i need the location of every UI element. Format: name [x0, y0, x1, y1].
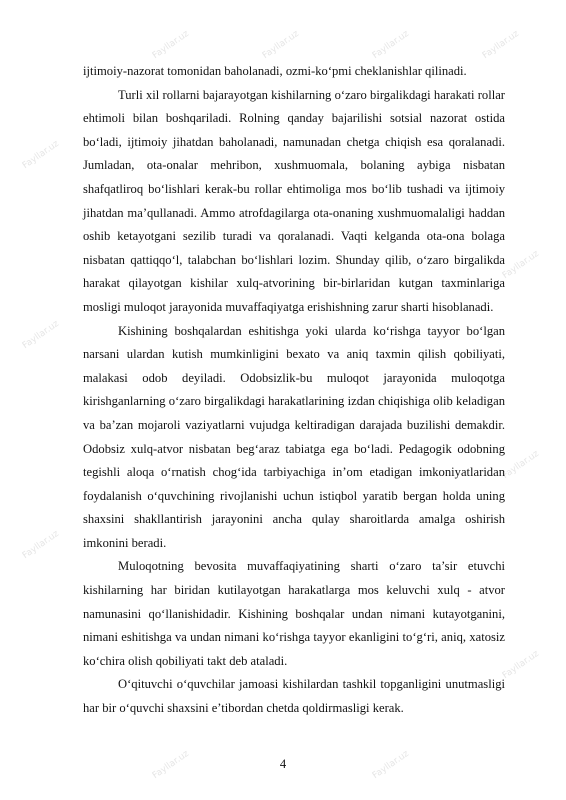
watermark: Fayllar.uz	[480, 28, 521, 62]
watermark: Fayllar.uz	[500, 248, 541, 282]
watermark: Fayllar.uz	[20, 318, 61, 352]
watermark: Fayllar.uz	[500, 648, 541, 682]
paragraph: ijtimoiy-nazorat tomonidan baholanadi, ozmi-ko‘pmi cheklanishlar qilinadi.	[83, 64, 467, 78]
page-number: 4	[279, 757, 287, 771]
watermark: Fayllar.uz	[500, 448, 541, 482]
paragraph: Turli xil rollarni bajarayotgan kishilarning o‘zaro birgalikdagi harakati rollar ehtimoli bilan boshqariladi. Rolning qanday bajarilishi sotsial nazorat ostida bo‘ladi, ijtimoiy jihatdan baholanadi, namunadan chetga chiqish esa qoralanadi. Jumladan, ota-onalar mehribon, xushmuomala, bolaning aybiga nisbatan shafqatliroq bo‘lishlari kerak-bu rollar ehtimoliga mos bo‘lib tushadi va ijtimoiy jihatdan ma’qullanadi. Ammo atrofdagilarga ota-onaning xushmuomalaligi haddan oshib ketayotgani sezilib turadi va qoralanadi. Vaqti kelganda ota-ona bolaga nisbatan qattiqqo‘l, talabchan bo‘lishlari lozim. Shunday qilib, o‘zaro birgalikda harakat qilayotgan kishilar xulq-atvorining bir-birlaridan kutgan taxminlariga mosligi muloqot jarayonida muvaffaqiyatga erishishning zarur sharti hisoblanadi.	[83, 87, 505, 314]
watermark: Fayllar.uz	[260, 28, 301, 62]
watermark: Fayllar.uz	[370, 748, 411, 782]
body-text	[83, 60, 505, 721]
watermark: Fayllar.uz	[20, 528, 61, 562]
watermark: Fayllar.uz	[150, 748, 191, 782]
paragraph: Kishining boshqalardan eshitishga yoki ularda ko‘rishga tayyor bo‘lgan narsani ulardan kutish mumkinligini bexato va aniq taxmin qilish qobiliyati, malakasi odob deyiladi. Odobsizlik-bu muloqot jarayonida muloqotga kirishganlarning o‘zaro birgalikdagi harakatlarining izdan chiqishiga olib keladigan va ba’zan mojaroli vaziyatlarni vujudga keltiradigan darajada buzilishi demakdir. Odobsiz xulq-atvor nisbatan beg‘araz tabiatga ega bo‘ladi. Pedagogik odobning tegishli aloqa o‘rnatish chog‘ida tarbiyachiga in’om etadigan imkoniyatlaridan foydalanish o‘quvchining rivojlanishi uchun istiqbol yaratib bergan holda uning shaxsini shakllantirish jarayonini ancha qulay sharoitlarda amalga oshirish imkonini beradi.	[83, 323, 505, 550]
watermark: Fayllar.uz	[150, 28, 191, 62]
paragraph: Muloqotning bevosita muvaffaqiyatining sharti o‘zaro ta’sir etuvchi kishilarning har biridan kutilayotgan harakatlarga mos keluvchi xulq - atvor namunasini qo‘llanishidadir. Kishining boshqalar undan nimani kutayotganini, nimani eshitishga va undan nimani ko‘rishga tayyor ekanligini to‘g‘ri, aniq, xatosiz ko‘chira olish qobiliyati takt deb ataladi.	[83, 559, 505, 668]
paragraph: O‘qituvchi o‘quvchilar jamoasi kishilardan tashkil topganligini unutmasligi har bir o‘quvchi shaxsini e’tibordan chetda qoldirmasligi kerak.	[83, 677, 505, 716]
watermark: Fayllar.uz	[20, 138, 61, 172]
watermark: Fayllar.uz	[370, 28, 411, 62]
